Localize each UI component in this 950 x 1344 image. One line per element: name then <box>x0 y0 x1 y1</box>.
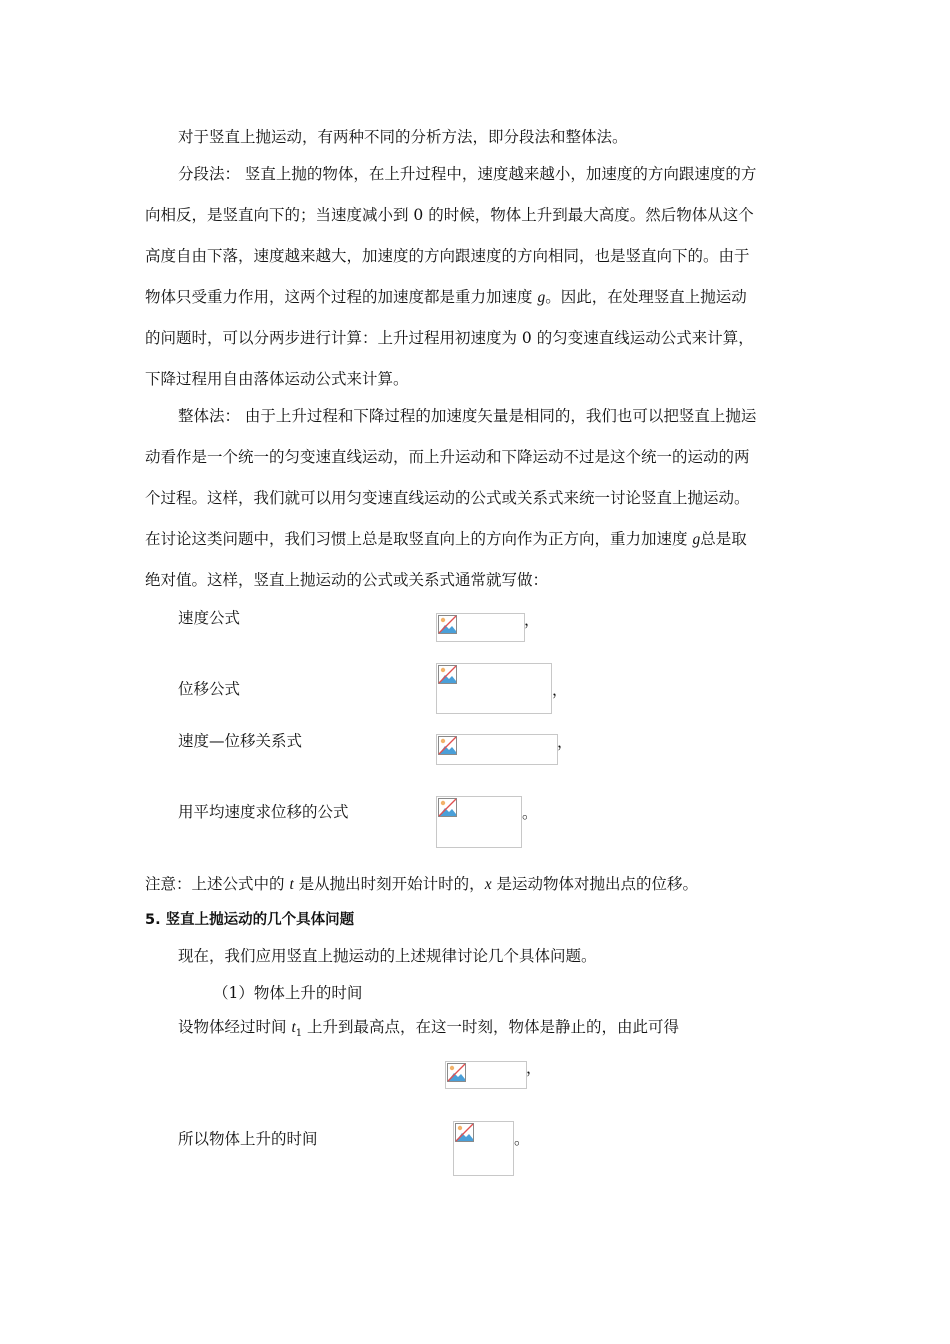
whole-method-line-2: 动看作是一个统一的匀变速直线运动，而上升运动和下降运动不过是这个统一的运动的两 <box>145 448 750 466</box>
whole-method-line-4 <box>145 529 747 550</box>
time-symbol: t <box>291 1019 296 1036</box>
velocity-formula-punct: ， <box>524 611 540 629</box>
average-velocity-image <box>436 796 522 848</box>
rise-time-formula-image <box>453 1121 514 1176</box>
gravity-symbol: g <box>692 531 701 548</box>
whole-line-4-text-a: 在讨论这类问题中，我们习惯上总是取竖直向上的方向作为正方向，重力加速度 <box>145 530 693 548</box>
broken-image-icon <box>438 615 457 634</box>
top-velocity-equation-image <box>445 1061 527 1089</box>
segment-method-line-3: 高度自由下落，速度越来越大，加速度的方向跟速度的方向相同，也是竖直向下的。由于 <box>145 247 750 265</box>
segment-method-line-5: 的问题时，可以分两步进行计算：上升过程用初速度为 0 的匀变速直线运动公式来计算， <box>145 329 754 347</box>
sub1-text-b: 上升到最高点，在这一时刻，物体是静止的，由此可得 <box>302 1018 680 1036</box>
broken-image-icon <box>447 1063 466 1082</box>
time-symbol: t <box>289 876 294 893</box>
segment-method-line-6: 下降过程用自由落体运动公式来计算。 <box>145 370 409 388</box>
average-velocity-label: 用平均速度求位移的公式 <box>178 803 349 821</box>
velocity-displacement-label: 速度—位移关系式 <box>178 732 303 750</box>
subsection-1-heading: （1）物体上升的时间 <box>213 984 363 1002</box>
subsection-1-text <box>178 1017 679 1040</box>
segment-method-line-4 <box>145 287 747 308</box>
velocity-formula-label: 速度公式 <box>178 609 241 627</box>
whole-method-line-5: 绝对值。这样，竖直上抛运动的公式或关系式通常就写做： <box>145 571 549 589</box>
whole-line-4-text-b: 总是取 <box>700 530 747 548</box>
whole-method-line-3: 个过程。这样，我们就可以用匀变速直线运动的公式或关系式来统一讨论竖直上抛运动。 <box>145 489 750 507</box>
broken-image-icon <box>438 798 457 817</box>
segment-line-4-text-b: 。因此，在处理竖直上抛运动 <box>545 288 747 306</box>
segment-method-line-2: 向相反，是竖直向下的；当速度减小到 0 的时候，物体上升到最大高度。然后物体从这个 <box>145 206 754 224</box>
section-5-heading: 5. 竖直上抛运动的几个具体问题 <box>145 912 355 928</box>
velocity-displacement-image <box>436 734 558 765</box>
displacement-formula-label: 位移公式 <box>178 680 241 698</box>
broken-image-icon <box>455 1123 474 1142</box>
note-line <box>145 874 698 895</box>
broken-image-icon <box>438 736 457 755</box>
velocity-displacement-punct: ， <box>557 733 573 751</box>
note-text-a: 注意：上述公式中的 <box>145 875 290 893</box>
sub1-text-a: 设物体经过时间 <box>178 1018 292 1036</box>
whole-method-line-1: 整体法： 由于上升过程和下降过程的加速度矢量是相同的，我们也可以把竖直上抛运 <box>178 407 757 425</box>
velocity-formula-image <box>436 613 525 642</box>
time-subscript: 1 <box>295 1028 303 1039</box>
rise-time-punct: 。 <box>514 1130 530 1148</box>
top-velocity-equation-punct: ， <box>526 1059 542 1077</box>
rise-time-label: 所以物体上升的时间 <box>178 1130 318 1148</box>
gravity-symbol: g <box>537 289 546 306</box>
note-text-b: 是从抛出时刻开始计时的， <box>293 875 485 893</box>
segment-method-line-1: 分段法： 竖直上抛的物体，在上升过程中，速度越来越小，加速度的方向跟速度的方 <box>178 165 757 183</box>
intro-paragraph: 对于竖直上抛运动，有两种不同的分析方法，即分段法和整体法。 <box>178 128 628 146</box>
displacement-formula-image <box>436 663 552 714</box>
section-5-intro: 现在，我们应用竖直上抛运动的上述规律讨论几个具体问题。 <box>178 947 597 965</box>
average-velocity-punct: 。 <box>522 804 538 822</box>
note-text-c: 是运动物体对抛出点的位移。 <box>491 875 699 893</box>
segment-line-4-text-a: 物体只受重力作用，这两个过程的加速度都是重力加速度 <box>145 288 538 306</box>
displacement-formula-punct: ， <box>552 681 568 699</box>
displacement-symbol: x <box>484 876 492 893</box>
broken-image-icon <box>438 665 457 684</box>
